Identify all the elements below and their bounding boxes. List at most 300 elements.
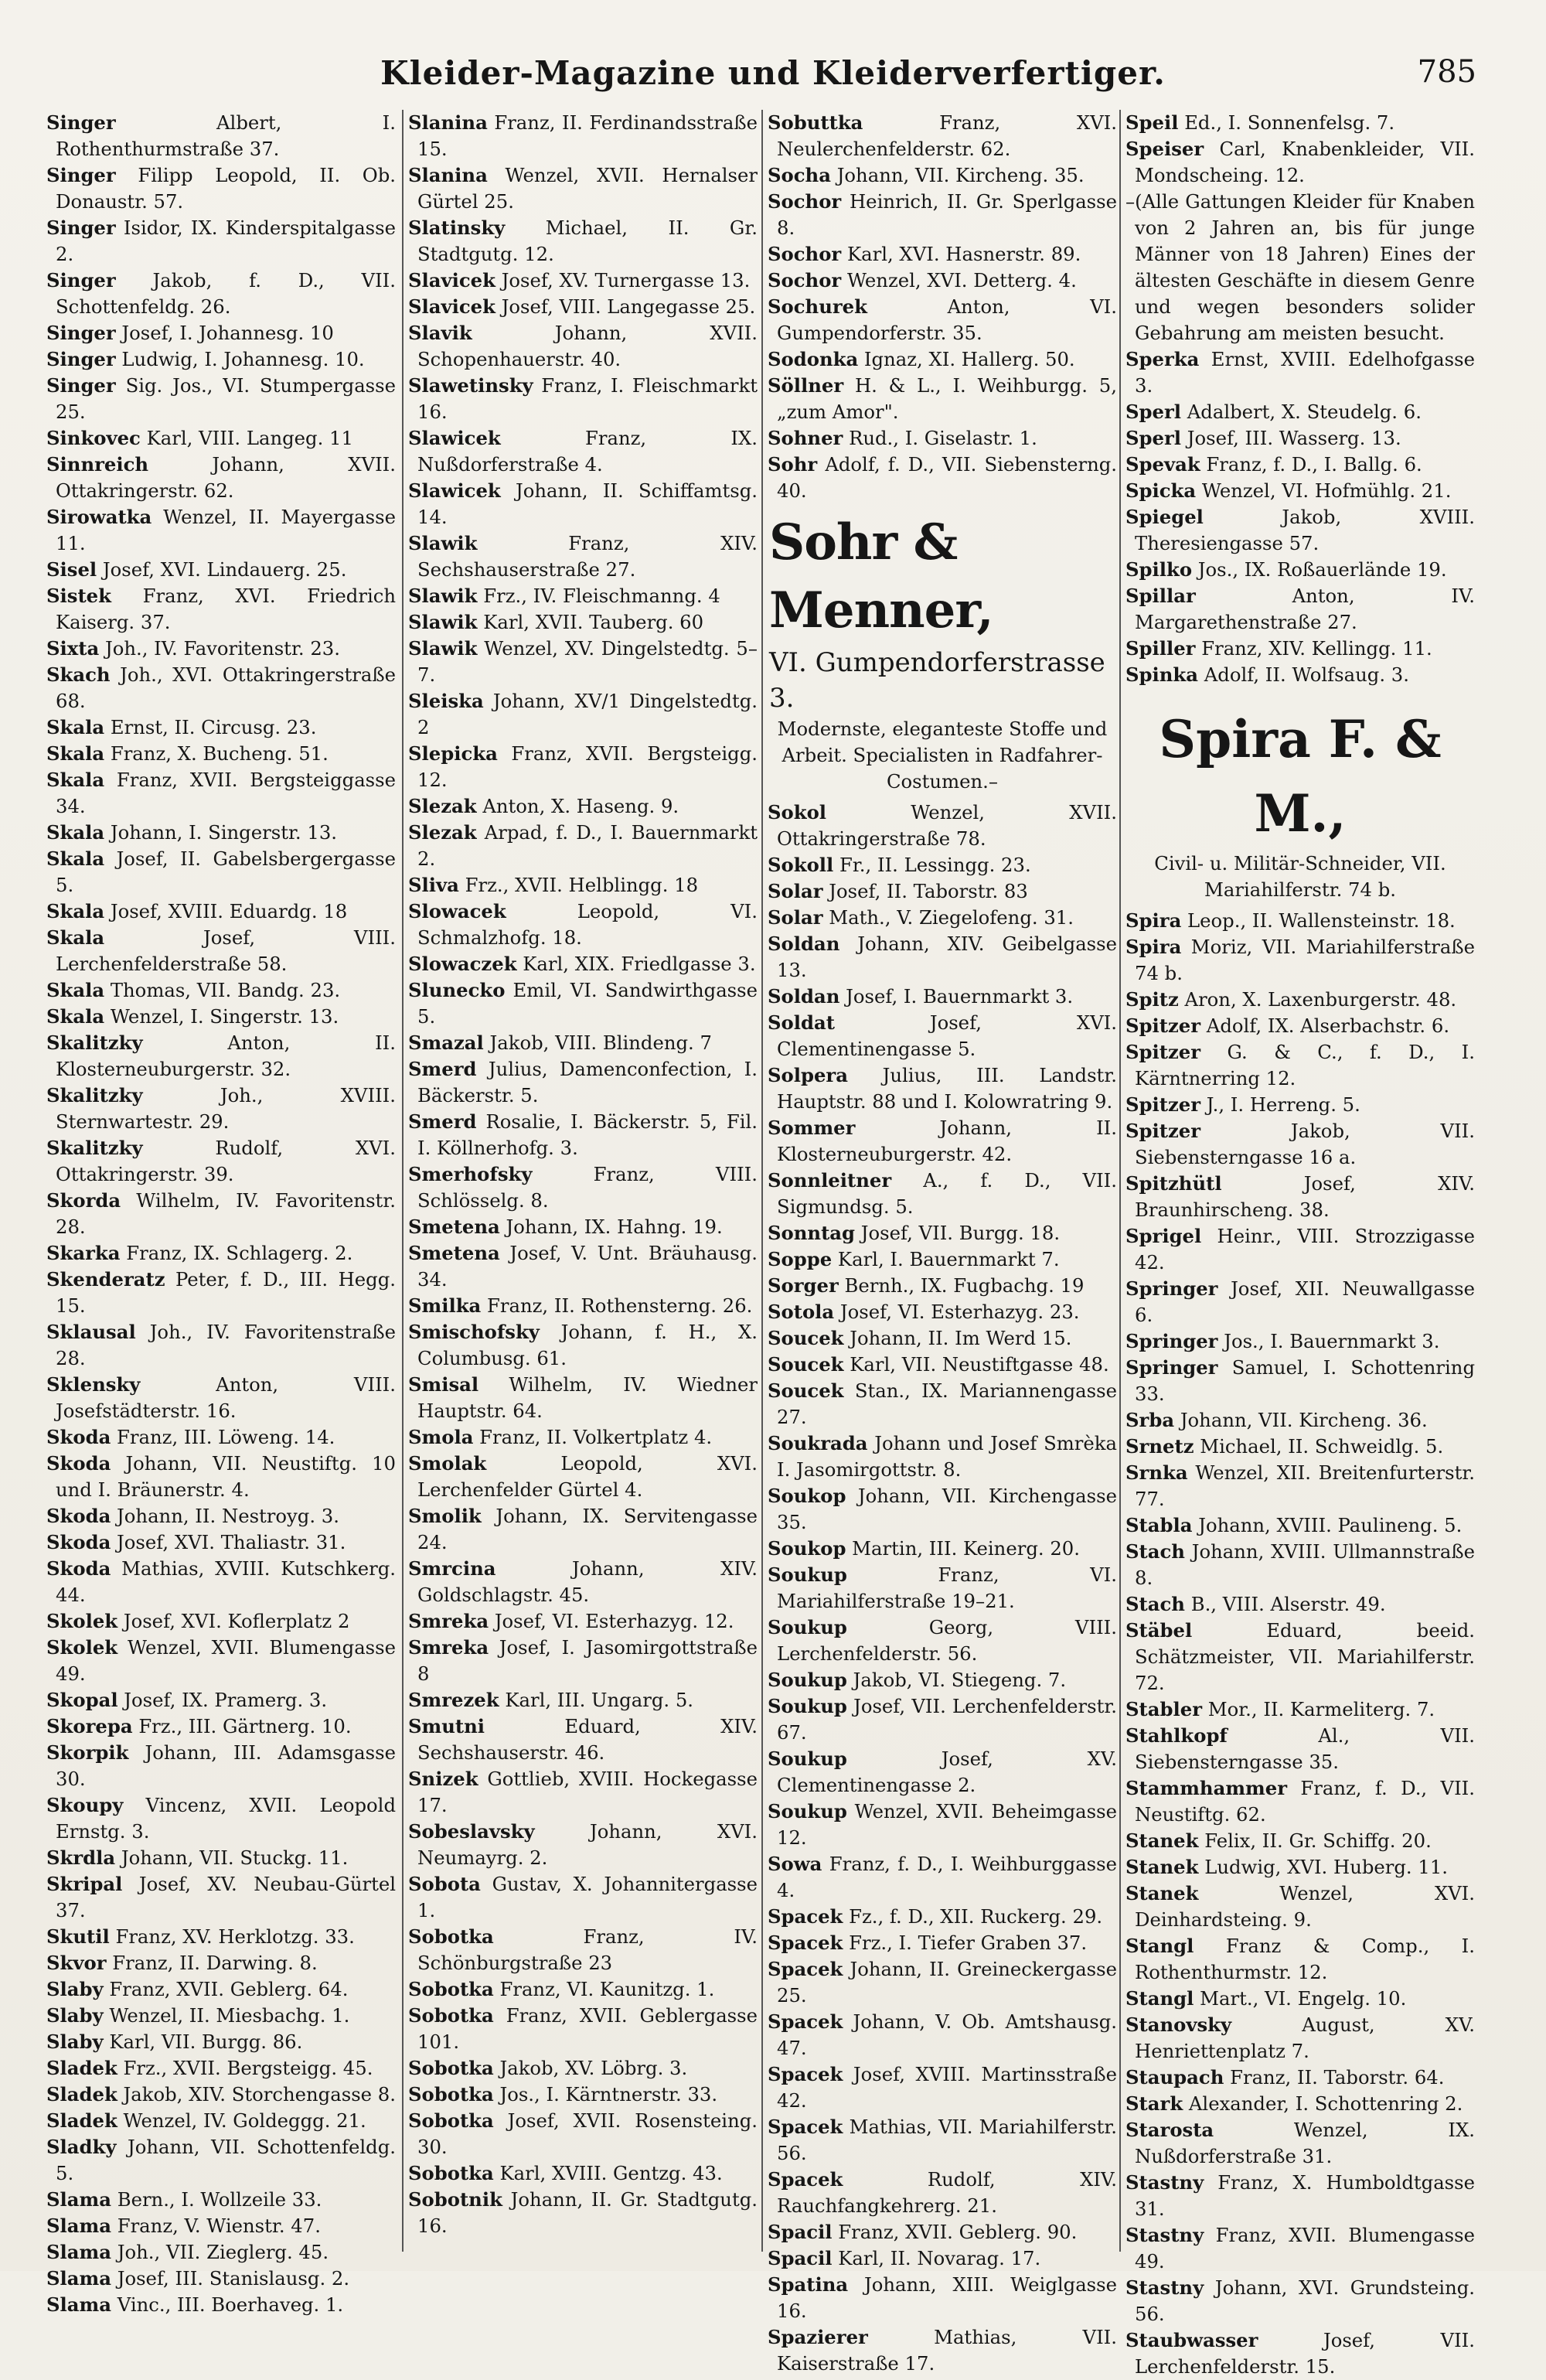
directory-entry: Sodonka Ignaz, XI. Hallerg. 50. — [768, 348, 1075, 370]
entry-surname: Speil — [1125, 111, 1179, 134]
entry-surname: Spinka — [1125, 663, 1199, 686]
directory-entry: Smilka Franz, II. Rothensterng. 26. — [408, 1294, 753, 1317]
entry-surname: Skrdla — [46, 1846, 116, 1869]
directory-entry: Stabler Mor., II. Karmeliterg. 7. — [1125, 1698, 1435, 1720]
entry-surname: Sorger — [768, 1274, 839, 1297]
directory-entry: Skolek Josef, XVI. Koflerplatz 2 — [46, 1610, 350, 1632]
entry-surname: Smrezek — [408, 1689, 499, 1711]
entry-surname: Soukop — [768, 1485, 846, 1507]
entry-surname: Stahlkopf — [1125, 1724, 1228, 1747]
entry-surname: Slawik — [408, 532, 478, 554]
directory-entry: Smazal Jakob, VIII. Blindeng. 7 — [408, 1031, 712, 1054]
entry-surname: Singer — [46, 269, 116, 292]
directory-entry: Stammhammer Franz, f. D., VII. Neustiftg. 62. — [1125, 1777, 1475, 1826]
directory-entry: Snizek Gottlieb, XVIII. Hockegasse 17. — [408, 1768, 758, 1816]
entry-surname: Spilko — [1125, 558, 1193, 581]
directory-entry: Skoupy Vincenz, XVII. Leopold Ernstg. 3. — [46, 1794, 396, 1843]
entry-surname: Spacil — [768, 2247, 833, 2269]
entry-surname: Smola — [408, 1426, 474, 1448]
directory-entry: Stäbel Eduard, beeid. Schätzmeister, VII. Mariahilferstr. 72. — [1125, 1619, 1475, 1694]
directory-entry: Slawicek Franz, IX. Nußdorferstraße 4. — [408, 427, 758, 476]
directory-entry: Sowa Franz, f. D., I. Weihburggasse 4. — [768, 1853, 1117, 1901]
entry-surname: Srba — [1125, 1409, 1175, 1431]
directory-entry: Slama Franz, V. Wienstr. 47. — [46, 2215, 321, 2237]
column-divider — [761, 110, 763, 2252]
directory-entry: Slowaczek Karl, XIX. Friedlgasse 3. — [408, 953, 756, 975]
speiser-note: –(Alle Gattungen Kleider für Knaben von 2 Jahren an, bis für junge Männer von 18 Jahren) Eines der ältesten Geschäfte in diesem Genre und wegen besonders solider Gebahrung am meisten besucht. — [1125, 190, 1475, 344]
entry-surname: Skala — [46, 979, 105, 1001]
directory-entry: Soukup Josef, XV. Clementinengasse 2. — [768, 1747, 1117, 1796]
directory-entry: Spira Leop., II. Wallensteinstr. 18. — [1125, 909, 1456, 932]
entry-surname: Slawicek — [408, 479, 501, 502]
page-header — [46, 49, 1500, 104]
entry-surname: Sobotka — [408, 1925, 494, 1948]
directory-entry: Stastny Franz, XVII. Blumengasse 49. — [1125, 2224, 1475, 2273]
directory-entry: Spevak Franz, f. D., I. Ballg. 6. — [1125, 453, 1422, 476]
entry-surname: Sistek — [46, 585, 111, 607]
page-number: 785 — [1417, 54, 1476, 90]
directory-entry: Soucek Stan., IX. Mariannengasse 27. — [768, 1379, 1117, 1428]
directory-entry: Skutil Franz, XV. Herklotzg. 33. — [46, 1925, 355, 1948]
entry-surname: Smazal — [408, 1031, 484, 1054]
directory-entry: Slanina Franz, II. Ferdinandsstraße 15. — [408, 111, 758, 160]
directory-entry: Sinkovec Karl, VIII. Langeg. 11 — [46, 427, 353, 449]
directory-entry: Sokoll Fr., II. Lessingg. 23. — [768, 854, 1031, 876]
column-1 — [46, 110, 396, 2316]
directory-entry: Slama Josef, III. Stanislausg. 2. — [46, 2267, 350, 2290]
entry-surname: Sohner — [768, 427, 843, 449]
directory-entry: Sistek Franz, XVI. Friedrich Kaiserg. 37. — [46, 585, 396, 633]
entry-surname: Sladek — [46, 2057, 117, 2079]
directory-entry: Smrezek Karl, III. Ungarg. 5. — [408, 1689, 694, 1711]
entry-surname: Sobeslavsky — [408, 1820, 535, 1843]
directory-entry: Slaby Franz, XVII. Geblerg. 64. — [46, 1978, 349, 2000]
entry-surname: Slavicek — [408, 295, 495, 318]
directory-entry: Sonntag Josef, VII. Burgg. 18. — [768, 1222, 1061, 1244]
directory-entry: Spitzer Jakob, VII. Siebensterngasse 16 a. — [1125, 1120, 1475, 1168]
directory-entry: Skoda Mathias, XVIII. Kutschkerg. 44. — [46, 1557, 396, 1606]
entry-surname: Skala — [46, 742, 105, 765]
entry-surname: Skorda — [46, 1189, 121, 1212]
directory-entry: Spiller Franz, XIV. Kellingg. 11. — [1125, 637, 1432, 660]
directory-entry: Soukup Wenzel, XVII. Beheimgasse 12. — [768, 1800, 1117, 1849]
entry-surname: Spillar — [1125, 585, 1196, 607]
entry-surname: Sodonka — [768, 348, 859, 370]
entry-surname: Spitzer — [1125, 1014, 1201, 1037]
directory-entry: Skoda Franz, III. Löweng. 14. — [46, 1426, 335, 1448]
entry-surname: Spacek — [768, 1958, 843, 1980]
directory-entry: Spacek Mathias, VII. Mariahilferstr. 56. — [768, 2116, 1117, 2164]
directory-entry: Spacek Johann, II. Greineckergasse 25. — [768, 1958, 1117, 2007]
entry-surname: Sixta — [46, 637, 100, 660]
directory-entry: Smutni Eduard, XIV. Sechshauserstr. 46. — [408, 1715, 758, 1764]
entry-surname: Slaby — [46, 2031, 104, 2053]
entry-surname: Slanina — [408, 164, 488, 186]
entry-surname: Singer — [46, 348, 116, 370]
directory-entry: Stach Johann, XVIII. Ullmannstraße 8. — [1125, 1540, 1475, 1589]
entry-surname: Singer — [46, 217, 116, 239]
directory-entry: Slama Vinc., III. Boerhaveg. 1. — [46, 2293, 344, 2316]
directory-entry: Stach B., VIII. Alserstr. 49. — [1125, 1593, 1386, 1615]
directory-entry: Singer Isidor, IX. Kinderspitalgasse 2. — [46, 217, 396, 265]
entry-surname: Soucek — [768, 1327, 844, 1349]
directory-entry: Stastny Johann, XVI. Grundsteing. 56. — [1125, 2276, 1475, 2325]
directory-entry: Stanek Felix, II. Gr. Schiffg. 20. — [1125, 1829, 1432, 1852]
directory-entry: Skarka Franz, IX. Schlagerg. 2. — [46, 1242, 353, 1264]
entry-surname: Stangl — [1125, 1935, 1194, 1957]
directory-entry: Sladky Johann, VII. Schottenfeldg. 5. — [46, 2136, 396, 2184]
directory-entry: Smetena Josef, V. Unt. Bräuhausg. 34. — [408, 1242, 758, 1291]
directory-entry: Srba Johann, VII. Kircheng. 36. — [1125, 1409, 1428, 1431]
entry-surname: Springer — [1125, 1356, 1218, 1379]
entry-surname: Smetena — [408, 1216, 500, 1238]
directory-entry: Slanina Wenzel, XVII. Hernalser Gürtel 25. — [408, 164, 758, 213]
directory-entry: Skala Franz, XVII. Bergsteiggasse 34. — [46, 769, 396, 817]
entry-surname: Slama — [46, 2241, 111, 2263]
entry-surname: Sowa — [768, 1853, 822, 1875]
entry-surname: Spacek — [768, 2063, 843, 2085]
directory-entry: Soukup Josef, VII. Lerchenfelderstr. 67. — [768, 1695, 1117, 1744]
entry-surname: Skalitzky — [46, 1031, 143, 1054]
entry-surname: Skala — [46, 716, 105, 738]
entry-surname: Spacek — [768, 2116, 843, 2138]
directory-entry: Springer Jos., I. Bauernmarkt 3. — [1125, 1330, 1440, 1352]
entry-surname: Skripal — [46, 1873, 123, 1895]
directory-entry: Spira Moriz, VII. Mariahilferstraße 74 b. — [1125, 936, 1475, 984]
entry-surname: Sinkovec — [46, 427, 141, 449]
directory-entry: Skvor Franz, II. Darwing. 8. — [46, 1952, 318, 1974]
entry-surname: Slezak — [408, 795, 477, 817]
entry-surname: Slawicek — [408, 427, 501, 449]
entry-surname: Springer — [1125, 1277, 1218, 1300]
entry-surname: Soldan — [768, 985, 840, 1008]
entry-surname: Sobotka — [408, 2004, 494, 2027]
directory-entry: Solar Math., V. Ziegelofeng. 31. — [768, 906, 1074, 929]
entry-surname: Slawetinsky — [408, 374, 533, 397]
directory-entry: Stahlkopf Al., VII. Siebensterngasse 35. — [1125, 1724, 1475, 1773]
directory-entry: Söllner H. & L., I. Weihburgg. 5, „zum Amor". — [768, 374, 1117, 423]
directory-entry: Spacek Rudolf, XIV. Rauchfangkehrerg. 21. — [768, 2168, 1117, 2217]
entry-surname: Sinnreich — [46, 453, 149, 476]
entry-surname: Sonntag — [768, 1222, 856, 1244]
directory-entry: Sonnleitner A., f. D., VII. Sigmundsg. 5. — [768, 1169, 1117, 1218]
directory-entry: Spicka Wenzel, VI. Hofmühlg. 21. — [1125, 479, 1452, 502]
directory-entry: Skoda Josef, XVI. Thaliastr. 31. — [46, 1531, 346, 1553]
directory-entry: Sobotnik Johann, II. Gr. Stadtgutg. 16. — [408, 2188, 758, 2237]
directory-entry: Spazierer Mathias, VII. Kaiserstraße 17. — [768, 2326, 1117, 2375]
directory-entry: Sperl Adalbert, X. Steudelg. 6. — [1125, 401, 1422, 423]
spacer — [1125, 688, 1475, 694]
entry-surname: Sobotka — [408, 1978, 494, 2000]
directory-entry: Soukup Franz, VI. Mariahilferstraße 19–21. — [768, 1563, 1117, 1612]
directory-entry: Slezak Anton, X. Haseng. 9. — [408, 795, 679, 817]
directory-entry: Skorda Wilhelm, IV. Favoritenstr. 28. — [46, 1189, 396, 1238]
entry-surname: Stabler — [1125, 1698, 1202, 1720]
entry-surname: Sperl — [1125, 427, 1182, 449]
directory-entry: Sobotka Franz, VI. Kaunitzg. 1. — [408, 1978, 715, 2000]
directory-entry: Spacil Karl, II. Novarag. 17. — [768, 2247, 1041, 2269]
directory-entry: Smolak Leopold, XVI. Lerchenfelder Gürtel 4. — [408, 1452, 758, 1501]
directory-entry: Sperka Ernst, XVIII. Edelhofgasse 3. — [1125, 348, 1475, 397]
directory-entry: Sobotka Jos., I. Kärntnerstr. 33. — [408, 2083, 718, 2106]
entry-surname: Smolak — [408, 1452, 487, 1475]
entry-surname: Soukrada — [768, 1432, 868, 1454]
entry-surname: Sklausal — [46, 1321, 136, 1343]
entry-surname: Stark — [1125, 2092, 1183, 2115]
entry-surname: Singer — [46, 111, 116, 134]
directory-entry: Skach Joh., XVI. Ottakringerstraße 68. — [46, 663, 396, 712]
entry-surname: Soukup — [768, 1800, 847, 1823]
page-title: Kleider-Magazine und Kleiderverfertiger. — [380, 54, 1166, 92]
entry-surname: Slunecko — [408, 979, 506, 1001]
directory-entry: Slatinsky Michael, II. Gr. Stadtgutg. 12. — [408, 217, 758, 265]
directory-entry: Sleiska Johann, XV/1 Dingelstedtg. 2 — [408, 690, 758, 738]
entry-surname: Smetena — [408, 1242, 500, 1264]
entry-surname: Skarka — [46, 1242, 121, 1264]
directory-entry: Skala Ernst, II. Circusg. 23. — [46, 716, 317, 738]
directory-entry: Sobeslavsky Johann, XVI. Neumayrg. 2. — [408, 1820, 758, 1869]
entry-surname: Spitzer — [1125, 1041, 1201, 1063]
entry-surname: Srnetz — [1125, 1435, 1194, 1458]
directory-entry: Spitzer J., I. Herreng. 5. — [1125, 1093, 1360, 1116]
column-4 — [1125, 110, 1475, 2378]
directory-entry: Soucek Johann, II. Im Werd 15. — [768, 1327, 1072, 1349]
directory-entry: Sliva Frz., XVII. Helblingg. 18 — [408, 874, 699, 896]
entry-surname: Sobotka — [408, 2162, 494, 2184]
entry-surname: Slama — [46, 2267, 111, 2290]
directory-entry: Stark Alexander, I. Schottenring 2. — [1125, 2092, 1463, 2115]
entry-surname: Staupach — [1125, 2066, 1224, 2088]
entry-surname: Singer — [46, 164, 116, 186]
entry-surname: Stastny — [1125, 2276, 1204, 2299]
entry-surname: Skoupy — [46, 1794, 124, 1816]
directory-entry: Staupach Franz, II. Taborstr. 64. — [1125, 2066, 1445, 2088]
directory-entry: Sinnreich Johann, XVII. Ottakringerstr. 62. — [46, 453, 396, 502]
entry-surname: Stanek — [1125, 1882, 1199, 1904]
directory-entry: Skala Josef, XVIII. Eduardg. 18 — [46, 900, 348, 922]
entry-surname: Smischofsky — [408, 1321, 540, 1343]
entry-surname: Solar — [768, 880, 823, 902]
entry-surname: Skolek — [46, 1636, 118, 1659]
directory-entry: Sladek Jakob, XIV. Storchengasse 8. — [46, 2083, 396, 2106]
entry-surname: Smreka — [408, 1610, 489, 1632]
directory-entry: Slavik Johann, XVII. Schopenhauerstr. 40. — [408, 322, 758, 370]
directory-entry: Soukup Jakob, VI. Stiegeng. 7. — [768, 1669, 1067, 1691]
directory-entry: Solpera Julius, III. Landstr. Hauptstr. 88 und I. Kolowratring 9. — [768, 1064, 1117, 1113]
entry-surname: Skoda — [46, 1426, 111, 1448]
entry-surname: Sobota — [408, 1873, 481, 1895]
directory-entry: Singer Filipp Leopold, II. Ob. Donaustr. 57. — [46, 164, 396, 213]
directory-entry: Stastny Franz, X. Humboldtgasse 31. — [1125, 2171, 1475, 2220]
directory-entry: Spacek Josef, XVIII. Martinsstraße 42. — [768, 2063, 1117, 2112]
entry-surname: Spitz — [1125, 988, 1179, 1011]
entry-surname: Spira — [1125, 909, 1182, 932]
directory-entry: Stanek Ludwig, XVI. Huberg. 11. — [1125, 1856, 1449, 1878]
directory-entry: Sobotka Franz, XVII. Geblergasse 101. — [408, 2004, 758, 2053]
directory-entry: Slowacek Leopold, VI. Schmalzhofg. 18. — [408, 900, 758, 949]
entry-surname: Sochurek — [768, 295, 867, 318]
entry-surname: Skala — [46, 821, 105, 844]
entry-surname: Soucek — [768, 1353, 844, 1376]
entry-surname: Sladek — [46, 2083, 117, 2106]
directory-entry: Skolek Wenzel, XVII. Blumengasse 49. — [46, 1636, 396, 1685]
directory-entry: Slezak Arpad, f. D., I. Bauernmarkt 2. — [408, 821, 758, 870]
directory-entry: Sperl Josef, III. Wasserg. 13. — [1125, 427, 1401, 449]
entry-surname: Sohr — [768, 453, 818, 476]
directory-entry: Slepicka Franz, XVII. Bergsteigg. 12. — [408, 742, 758, 791]
entry-surname: Sochor — [768, 243, 842, 265]
entry-surname: Speiser — [1125, 138, 1204, 160]
ad-name: Spira F. & M., — [1159, 709, 1442, 844]
directory-entry: Staubwasser Josef, VII. Lerchenfelderstr. 15. — [1125, 2329, 1475, 2378]
entry-surname: Skoda — [46, 1531, 111, 1553]
entry-surname: Sliva — [408, 874, 459, 896]
entry-surname: Sonnleitner — [768, 1169, 892, 1192]
entry-surname: Slavik — [408, 322, 472, 344]
ad-text: Modernste, eleganteste Stoffe und Arbeit. Specialisten in Radfahrer-Costumen.– — [777, 718, 1108, 793]
entry-surname: Smrcina — [408, 1557, 496, 1580]
directory-entry: Slama Joh., VII. Zieglerg. 45. — [46, 2241, 329, 2263]
directory-entry: Singer Josef, I. Johannesg. 10 — [46, 322, 334, 344]
entry-surname: Soldat — [768, 1011, 835, 1034]
directory-entry: Spitzer G. & C., f. D., I. Kärntnerring 12. — [1125, 1041, 1475, 1089]
directory-entry: Sladek Frz., XVII. Bergsteigg. 45. — [46, 2057, 373, 2079]
entry-surname: Sochor — [768, 269, 842, 292]
directory-entry: Skalitzky Joh., XVIII. Sternwartestr. 29. — [46, 1084, 396, 1133]
entry-surname: Sotola — [768, 1301, 835, 1323]
directory-entry: Sotola Josef, VI. Esterhazyg. 23. — [768, 1301, 1080, 1323]
directory-entry: Slavicek Josef, XV. Turnergasse 13. — [408, 269, 751, 292]
entry-surname: Sokoll — [768, 854, 834, 876]
entry-surname: Socha — [768, 164, 831, 186]
directory-entry: Slama Bern., I. Wollzeile 33. — [46, 2188, 322, 2211]
entry-surname: Smerhofsky — [408, 1163, 533, 1185]
directory-entry: Soldan Josef, I. Bauernmarkt 3. — [768, 985, 1074, 1008]
entry-surname: Sobotka — [408, 2083, 494, 2106]
directory-entry: Spitz Aron, X. Laxenburgerstr. 48. — [1125, 988, 1457, 1011]
entry-surname: Soukup — [768, 1747, 847, 1770]
directory-entry: Stangl Franz & Comp., I. Rothenthurmstr. 12. — [1125, 1935, 1475, 1983]
entry-surname: Smerd — [408, 1058, 477, 1080]
directory-entry: Sommer Johann, II. Klosterneuburgerstr. 42. — [768, 1117, 1117, 1165]
entry-surname: Sobotka — [408, 2057, 494, 2079]
entry-surname: Soukop — [768, 1537, 846, 1560]
directory-entry: Sochurek Anton, VI. Gumpendorferstr. 35. — [768, 295, 1117, 344]
directory-entry: Spillar Anton, IV. Margarethenstraße 27. — [1125, 585, 1475, 633]
entry-surname: Skoda — [46, 1557, 111, 1580]
directory-entry: Sobotka Franz, IV. Schönburgstraße 23 — [408, 1925, 758, 1974]
entry-surname: Slezak — [408, 821, 477, 844]
entry-surname: Slaby — [46, 2004, 104, 2027]
directory-entry: Singer Sig. Jos., VI. Stumpergasse 25. — [46, 374, 396, 423]
entry-surname: Soppe — [768, 1248, 833, 1270]
entry-surname: Skorepa — [46, 1715, 133, 1737]
directory-entry: Slawik Franz, XIV. Sechshauserstraße 27. — [408, 532, 758, 581]
directory-entry: Skoda Johann, VII. Neustiftg. 10 und I. Bräunerstr. 4. — [46, 1452, 396, 1501]
directory-entry: Solar Josef, II. Taborstr. 83 — [768, 880, 1028, 902]
directory-entry: Spitzhütl Josef, XIV. Braunhirscheng. 38. — [1125, 1172, 1475, 1221]
entry-surname: Sperka — [1125, 348, 1200, 370]
directory-entry: Sirowatka Wenzel, II. Mayergasse 11. — [46, 506, 396, 554]
entry-surname: Srnka — [1125, 1461, 1188, 1484]
directory-entry: Smolik Johann, IX. Servitengasse 24. — [408, 1505, 758, 1553]
entry-surname: Spacek — [768, 1905, 843, 1928]
directory-entry: Smrcina Johann, XIV. Goldschlagstr. 45. — [408, 1557, 758, 1606]
entry-surname: Spitzhütl — [1125, 1172, 1222, 1195]
directory-entry: Sochor Karl, XVI. Hasnerstr. 89. — [768, 243, 1081, 265]
advertisement-spira — [1125, 699, 1475, 903]
directory-entry: Soppe Karl, I. Bauernmarkt 7. — [768, 1248, 1060, 1270]
entry-surname: Sleiska — [408, 690, 484, 712]
directory-entry: Slunecko Emil, VI. Sandwirthgasse 5. — [408, 979, 758, 1028]
entry-surname: Skach — [46, 663, 111, 686]
directory-entry: Sobotka Jakob, XV. Löbrg. 3. — [408, 2057, 688, 2079]
entry-surname: Skolek — [46, 1610, 118, 1632]
directory-entry: Singer Ludwig, I. Johannesg. 10. — [46, 348, 365, 370]
directory-entry: Speil Ed., I. Sonnenfelsg. 7. — [1125, 111, 1395, 134]
entry-surname: Sisel — [46, 558, 97, 581]
directory-entry: Sisel Josef, XVI. Lindauerg. 25. — [46, 558, 347, 581]
entry-surname: Slawik — [408, 637, 478, 660]
directory-entry: Skripal Josef, XV. Neubau-Gürtel 37. — [46, 1873, 396, 1921]
directory-entry: Sklensky Anton, VIII. Josefstädterstr. 16. — [46, 1373, 396, 1422]
entry-surname: Sommer — [768, 1117, 856, 1139]
directory-entry: Sladek Wenzel, IV. Goldeggg. 21. — [46, 2109, 366, 2132]
entry-surname: Skoda — [46, 1505, 111, 1527]
directory-entry: Slavicek Josef, VIII. Langegasse 25. — [408, 295, 756, 318]
entry-surname: Sladek — [46, 2109, 117, 2132]
entry-surname: Smreka — [408, 1636, 489, 1659]
entry-surname: Smisal — [408, 1373, 479, 1396]
directory-entry: Skala Thomas, VII. Bandg. 23. — [46, 979, 341, 1001]
entry-surname: Spazierer — [768, 2326, 868, 2348]
directory-entry: Springer Josef, XII. Neuwallgasse 6. — [1125, 1277, 1475, 1326]
entry-surname: Stabla — [1125, 1514, 1193, 1536]
directory-entry: Skala Wenzel, I. Singerstr. 13. — [46, 1005, 339, 1028]
entry-surname: Smutni — [408, 1715, 485, 1737]
entry-surname: Stastny — [1125, 2171, 1204, 2194]
entry-surname: Sladky — [46, 2136, 117, 2158]
directory-entry: Skala Johann, I. Singerstr. 13. — [46, 821, 337, 844]
entry-surname: Slowaczek — [408, 953, 517, 975]
entry-surname: Soukup — [768, 1616, 847, 1638]
directory-entry: Skalitzky Anton, II. Klosterneuburgerstr. 32. — [46, 1031, 396, 1080]
directory-entry: Skopal Josef, IX. Pramerg. 3. — [46, 1689, 328, 1711]
entry-surname: Stach — [1125, 1540, 1185, 1563]
directory-entry: Slaby Wenzel, II. Miesbachg. 1. — [46, 2004, 350, 2027]
directory-entry: Speiser Carl, Knabenkleider, VII. Mondscheing. 12. — [1125, 138, 1475, 186]
directory-entry: Soucek Karl, VII. Neustiftgasse 48. — [768, 1353, 1109, 1376]
directory-entry: Skrdla Johann, VII. Stuckg. 11. — [46, 1846, 349, 1869]
entry-surname: Skenderatz — [46, 1268, 165, 1291]
entry-surname: Slawik — [408, 611, 478, 633]
entry-surname: Skalitzky — [46, 1137, 143, 1159]
directory-entry: Singer Jakob, f. D., VII. Schottenfeldg. 26. — [46, 269, 396, 318]
entry-surname: Slawik — [408, 585, 478, 607]
directory-entry: Skala Franz, X. Bucheng. 51. — [46, 742, 329, 765]
directory-entry: Skala Josef, VIII. Lerchenfelderstraße 58. — [46, 926, 396, 975]
entry-surname: Slepicka — [408, 742, 498, 765]
directory-entry: Slawik Frz., IV. Fleischmanng. 4 — [408, 585, 720, 607]
directory-entry: Sobotka Josef, XVII. Rosensteing. 30. — [408, 2109, 758, 2158]
directory-entry: Singer Albert, I. Rothenthurmstraße 37. — [46, 111, 396, 160]
entry-surname: Springer — [1125, 1330, 1218, 1352]
entry-surname: Stanek — [1125, 1829, 1199, 1852]
directory-entry: Skoda Johann, II. Nestroyg. 3. — [46, 1505, 339, 1527]
entry-surname: Spicka — [1125, 479, 1197, 502]
entry-surname: Spacek — [768, 2168, 843, 2191]
directory-entry: Sobuttka Franz, XVI. Neulerchenfelderstr. 62. — [768, 111, 1117, 160]
